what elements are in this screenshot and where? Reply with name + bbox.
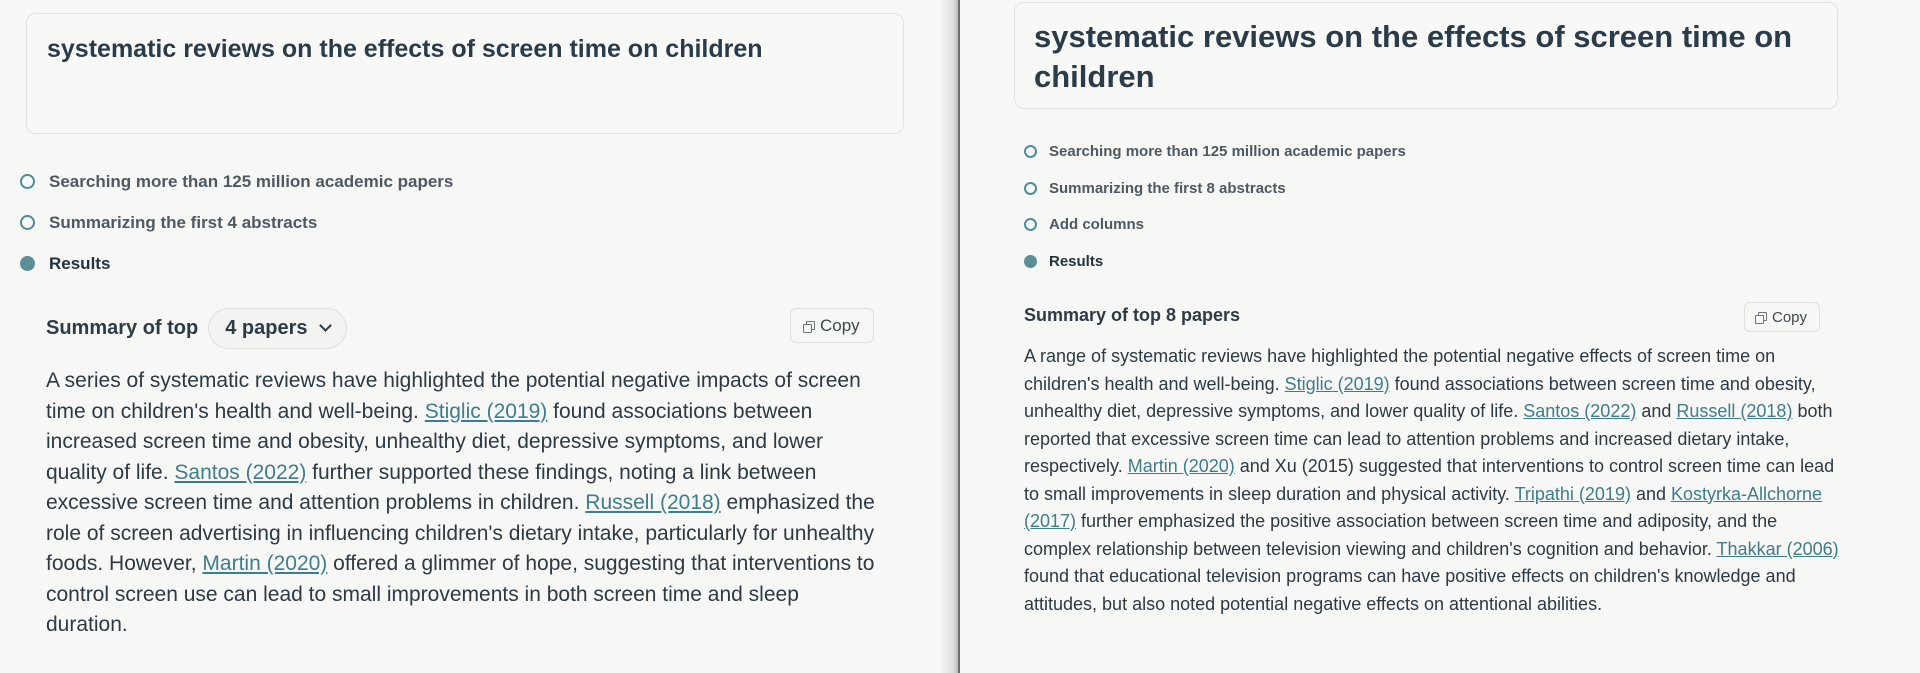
- step-label: Add columns: [1049, 216, 1145, 234]
- citation-link[interactable]: Thakkar (2006): [1716, 538, 1839, 559]
- copy-icon: [803, 321, 813, 331]
- paper-count-value: 4 papers: [225, 316, 308, 339]
- citation-link[interactable]: Russell (2018): [1676, 401, 1793, 421]
- citation-link[interactable]: Martin (2020): [1127, 456, 1235, 476]
- step-item: [1024, 170, 1406, 207]
- citation-link[interactable]: Stiglic (2019): [424, 399, 548, 423]
- summary-text-run: found associations between screen time and obesity, unhealthy diet, depressive symptoms, and lower quality of life.: [1024, 373, 1816, 421]
- step-circle-icon: [20, 174, 35, 189]
- step-label: Results: [49, 253, 111, 273]
- citation-link[interactable]: Russell (2018): [585, 491, 721, 514]
- left-panel: [0, 0, 958, 673]
- step-filled-circle-icon: [20, 256, 35, 271]
- progress-steps: [20, 161, 453, 284]
- chevron-down-icon: [319, 319, 332, 332]
- step-filled-circle-icon: [1024, 255, 1037, 268]
- step-circle-icon: [20, 215, 35, 230]
- summary-heading: [46, 308, 347, 348]
- summary-text-run: and: [1636, 401, 1677, 421]
- query-input[interactable]: systematic reviews on the effects of screen time on children: [1014, 2, 1838, 109]
- citation-link[interactable]: Santos (2022): [1523, 401, 1637, 421]
- summary-paragraph: [46, 366, 886, 641]
- step-item: [1024, 206, 1406, 243]
- summary-text-run: and Xu (2015) suggested that interventions to control screen time can lead to small improvements in sleep duration and physical activity.: [1024, 456, 1835, 504]
- copy-button[interactable]: [790, 308, 874, 343]
- summary-label: Summary of top: [46, 316, 199, 339]
- right-panel: [960, 0, 1920, 673]
- step-item: [1024, 133, 1406, 170]
- step-item: [20, 202, 453, 243]
- summary-text-run: further emphasized the positive association between screen time and adiposity, and the complex relationship between television viewing and children's cognition and behavior.: [1024, 511, 1778, 559]
- citation-link[interactable]: Santos (2022): [174, 460, 307, 484]
- summary-text-run: found that educational television programs can have positive effects on children's knowledge and attitudes, but also noted potential negative effects on attentional abilities.: [1024, 566, 1796, 614]
- step-item-active: [20, 243, 453, 284]
- summary-text-run: and: [1630, 483, 1671, 504]
- step-label: Searching more than 125 million academic papers: [1049, 142, 1406, 160]
- summary-text-run: A range of systematic reviews have highlighted the potential negative effects of screen time on children's health and well-being.: [1024, 346, 1776, 394]
- summary-text-run: further supported these findings, noting a link between excessive screen time and attention problems in children.: [46, 460, 817, 514]
- summary-text-run: emphasized the role of screen advertising in influencing children's dietary intake, particularly for unhealthy foods. However,: [46, 491, 875, 575]
- citation-link[interactable]: Stiglic (2019): [1284, 373, 1390, 394]
- copy-label: Copy: [1772, 308, 1808, 326]
- step-label: Summarizing the first 4 abstracts: [49, 212, 318, 232]
- summary-label: Summary of top 8 papers: [1024, 304, 1241, 325]
- step-label: Summarizing the first 8 abstracts: [1049, 179, 1286, 197]
- step-label: Results: [1049, 252, 1104, 270]
- citation-link[interactable]: Tripathi (2019): [1514, 483, 1631, 504]
- summary-text-run: offered a glimmer of hope, suggesting that interventions to control screen use can lead to small improvements in both screen time and sleep duration.: [46, 552, 875, 636]
- step-item-active: [1024, 243, 1406, 280]
- query-input[interactable]: systematic reviews on the effects of screen time on children: [26, 13, 904, 134]
- progress-steps: [1024, 133, 1406, 280]
- step-circle-icon: [1024, 218, 1037, 231]
- summary-paragraph: [1024, 343, 1844, 618]
- copy-label: Copy: [820, 315, 860, 335]
- step-label: Searching more than 125 million academic papers: [49, 171, 454, 191]
- summary-text-run: found associations between increased screen time and obesity, unhealthy diet, depressive symptoms, and lower quality of life.: [46, 399, 824, 484]
- step-circle-icon: [1024, 182, 1037, 195]
- summary-heading: [1024, 302, 1240, 328]
- citation-link[interactable]: Martin (2020): [202, 552, 328, 575]
- copy-icon: [1755, 312, 1765, 322]
- step-circle-icon: [1024, 145, 1037, 158]
- citation-link[interactable]: Kostyrka-Allchorne (2017): [1024, 483, 1823, 531]
- paper-count-dropdown[interactable]: [208, 308, 346, 349]
- summary-text-run: both reported that excessive screen time can lead to attention problems and increased dietary intake, respectively.: [1024, 401, 1833, 476]
- summary-text-run: A series of systematic reviews have highlighted the potential negative impacts of screen time on children's health and well-being.: [46, 369, 861, 423]
- step-item: [20, 161, 453, 202]
- copy-button[interactable]: [1744, 302, 1820, 332]
